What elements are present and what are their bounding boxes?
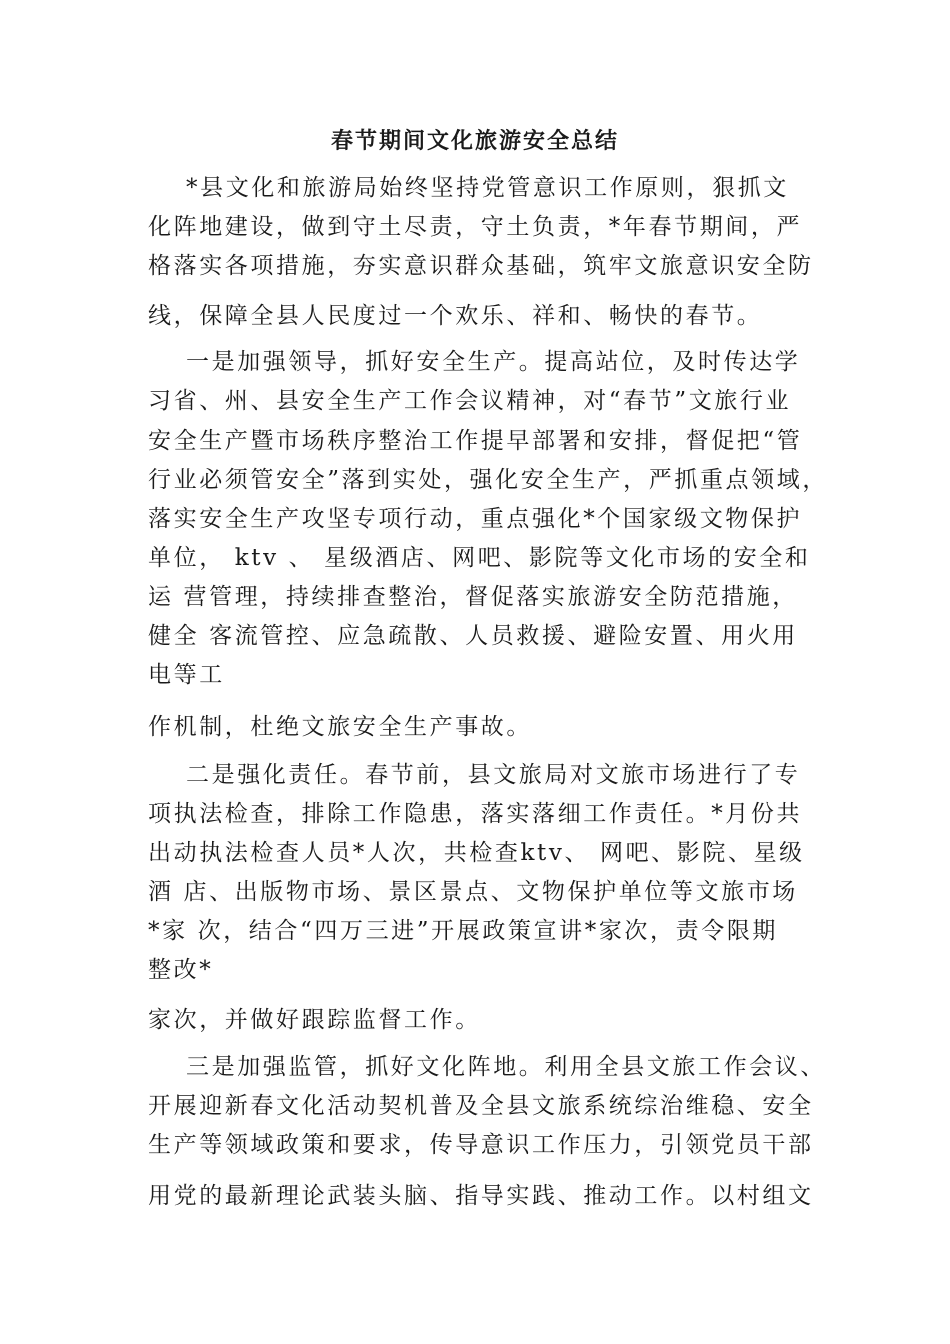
paragraph-line: 格落实各项措施，夯实意识群众基础，筑牢文旅意识安全防 (148, 253, 814, 279)
paragraph-line: 家次，并做好跟踪监督工作。 (148, 1007, 481, 1033)
paragraph-line: 单位， ktv 、 星级酒店、网吧、影院等文化市场的安全和 (148, 545, 811, 571)
paragraph-line: 作机制，杜绝文旅安全生产事故。 (148, 714, 532, 740)
paragraph-line: 项执法检查，排除工作隐患，落实落细工作责任。*月份共 (148, 801, 803, 827)
paragraph-line: 二是强化责任。春节前，县文旅局对文旅市场进行了专 (186, 762, 801, 788)
paragraph-line: 一是加强领导，抓好安全生产。提高站位，及时传达学 (186, 349, 801, 375)
paragraph-line: 电等工 (148, 662, 225, 688)
paragraph-line: 安全生产暨市场秩序整治工作提早部署和安排，督促把“管 (148, 428, 803, 454)
paragraph-line: 线，保障全县人民度过一个欢乐、祥和、畅快的春节。 (148, 303, 763, 329)
paragraph-line: 三是加强监管，抓好文化阵地。利用全县文旅工作会议、 (186, 1054, 826, 1080)
paragraph-line: 习省、州、县安全生产工作会议精神，对“春节”文旅行业 (148, 388, 792, 414)
paragraph-line: 化阵地建设，做到守土尽责，守土负责，*年春节期间，严 (148, 214, 803, 240)
paragraph-line: *县文化和旅游局始终坚持党管意识工作原则，狠抓文 (186, 175, 789, 201)
paragraph-line: 健全 客流管控、应急疏散、人员救援、避险安置、用火用 (148, 623, 798, 649)
document-title: 春节期间文化旅游安全总结 (330, 128, 619, 154)
paragraph-line: 酒 店、出版物市场、景区景点、文物保护单位等文旅市场 (148, 879, 798, 905)
paragraph-line: 用党的最新理论武装头脑、指导实践、推动工作。以村组文 (148, 1183, 814, 1209)
paragraph-line: 落实安全生产攻坚专项行动，重点强化*个国家级文物保护 (148, 506, 803, 532)
paragraph-line: 出动执法检查人员*人次，共检查ktv、 网吧、影院、星级 (148, 840, 805, 866)
paragraph-line: 开展迎新春文化活动契机普及全县文旅系统综治维稳、安全 (148, 1093, 814, 1119)
paragraph-line: 生产等领域政策和要求，传导意识工作压力，引领党员干部 (148, 1132, 814, 1158)
paragraph-line: 整改* (148, 957, 214, 983)
paragraph-line: 运 营管理，持续排查整治，督促落实旅游安全防范措施， (148, 584, 798, 610)
paragraph-line: 行业必须管安全”落到实处，强化安全生产，严抓重点领域， (148, 467, 828, 493)
paragraph-line: *家 次，结合“四万三进”开展政策宣讲*家次，责令限期 (148, 918, 779, 944)
